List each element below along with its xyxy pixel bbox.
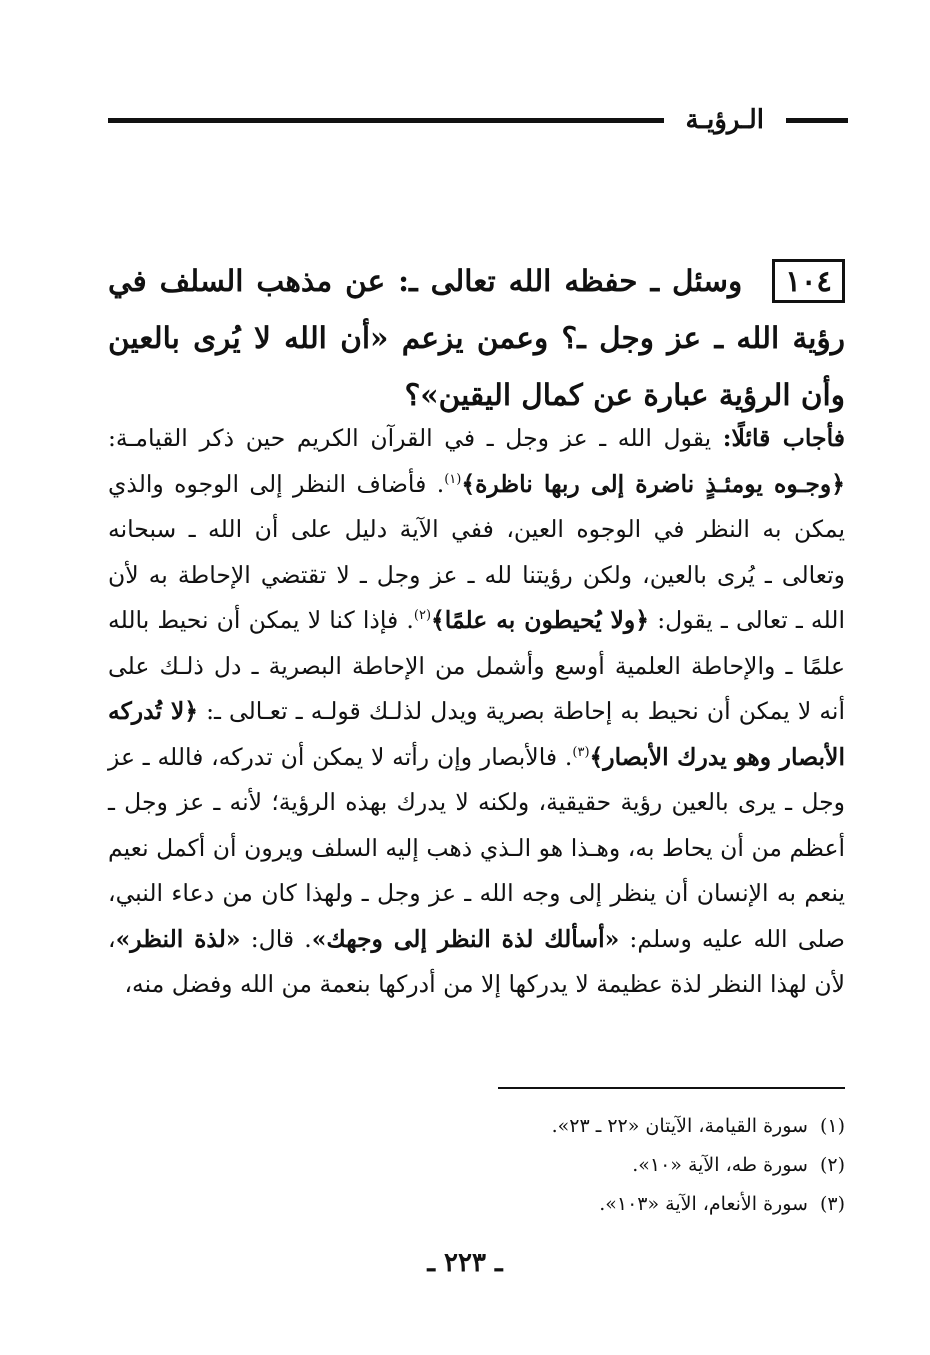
footnote-text: سورة الأنعام، الآية «١٠٣». [599,1193,808,1215]
question-text: وسئل ـ حفظه الله تعالى ـ: عن مذهب السلف في رؤية الله ـ عز وجل ـ؟ وعمن يزعم «أن الله لا يُرى بالعين وأن الرؤية عبارة عن كمال اليقين»؟ [108,263,845,412]
question-block [108,252,845,423]
hadith-quote: «أسألك لذة النظر إلى وجهك» [311,924,620,953]
footnote-separator [498,1087,845,1089]
answer-lead: فأجاب قائلًا: [722,424,845,452]
footnote-text: سورة طه، الآية «١٠». [632,1154,808,1176]
footnote-number: (٣) [819,1193,845,1215]
verse-1: ﴿وجـوه يومئـذٍ ناضرة إلى ربها ناظرة﴾ [461,469,845,498]
question-number: ١٠٤ [772,259,845,303]
answer-text-1: يقول الله ـ عز وجل ـ في القرآن الكريم حين ذكر القيامـة: [108,424,723,452]
running-header [108,96,848,144]
header-rule-left [108,118,664,123]
answer-text-3: . فإذا كنا لا يمكن أن نحيط بالله علمًا ـ والإحاطة العلمية أوسع وأشمل من الإحاطة البصرية ـ دل ذلـك على أنه لا يمكن أن نحيط به إحاطة بصرية ويدل لذلـك قولـه ـ تعـالى ـ: [108,606,845,725]
footnote-ref-2: (٢) [413,608,432,624]
footnote-number: (١) [819,1115,845,1137]
footnote-text: سورة القيامة، الآيتان «٢٢ ـ ٢٣». [551,1115,808,1137]
answer-text-6: ، لأن لهذا النظر لذة عظيمة لا يدركها إلا من أدركها بنعمة من الله وفضل منه، [108,924,845,998]
verse-2: ﴿ولا يُحيطون به علمًا﴾ [431,606,650,634]
header-rule-right [786,118,848,123]
verse-3: ﴿لا تُدركه الأبصار وهو يدرك الأبصار﴾ [108,697,845,771]
footnote-item [108,1107,845,1146]
footnote-item [108,1185,845,1224]
footnote-item [108,1146,845,1185]
quoted-phrase: «لذة النظر» [115,924,241,953]
answer-body [108,416,845,1008]
footnote-ref-1: (١) [444,471,462,487]
answer-text-2: . فأضاف النظر إلى الوجوه والذي يمكن به النظر في الوجوه العين، ففي الآية دليل على أن الله ـ سبحانه وتعالى ـ يُرى بالعين، ولكن رؤيتنا لله ـ عز وجل ـ لا تقتضي الإحاطة به لأن الله ـ تعالى ـ يقول: [108,469,845,634]
header-title: الـرؤيـة [685,105,764,135]
footnotes [108,1107,845,1224]
answer-text-4: . فالأبصار وإن رأته لا يمكن أن تدركه، فالله ـ عز وجل ـ يرى بالعين رؤية حقيقية، ولكنه لا يدرك بهذه الرؤية؛ لأنه ـ عز وجل ـ أعظم من أن يحاط به، وهـذا هو الـذي ذهب إليه السلف ويرون أن أكمل نعيم ينعم به الإنسان أن ينظر إلى وجه الله ـ عز وجل ـ ولهذا كان من دعاء النبي، صلى الله عليه وسلم: [108,742,846,953]
footnote-ref-3: (٣) [572,744,590,760]
answer-text-5: . قال: [240,924,312,953]
footnote-number: (٢) [819,1154,845,1176]
page-number: ـ ٢٢٣ ـ [427,1248,503,1278]
